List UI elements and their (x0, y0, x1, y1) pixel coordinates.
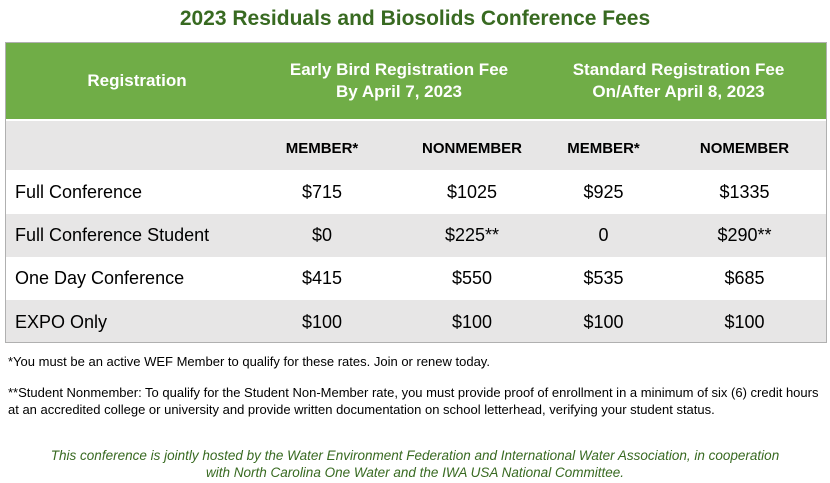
fees-table (5, 42, 827, 343)
fee-cell: $1335 (719, 181, 770, 202)
header-standard (536, 43, 821, 119)
fee-cell: $1025 (446, 181, 498, 202)
member-footnote: *You must be an active WEF Member to qualify for these rates. Join or renew today. (8, 354, 490, 369)
table-row (6, 300, 826, 343)
header-standard-title: Standard Registration Fee (572, 60, 785, 79)
table-row (6, 170, 826, 214)
row-label: Full Conference (15, 181, 143, 202)
subheader-standard-member: MEMBER* (567, 140, 640, 157)
header-early-bird (268, 43, 530, 119)
subheader-early-member: MEMBER* (285, 140, 359, 157)
table-row (6, 257, 826, 300)
fee-cell: $100 (451, 311, 493, 332)
fee-cell: $550 (451, 268, 493, 288)
fee-cell: $225** (444, 225, 500, 245)
header-early-bird-date: By April 7, 2023 (336, 82, 462, 101)
header-standard-date: On/After April 8, 2023 (592, 82, 765, 101)
student-footnote: **Student Nonmember: To qualify for the Student Non-Member rate, you must provide proof of enrollment in a minimum of six (6) credit hours at an accredited college or university and provide written documentation on school letterhead, verifying your student status. (8, 385, 819, 417)
fee-cell: $100 (301, 311, 343, 332)
fee-cell: 0 (598, 225, 609, 245)
page-title: 2023 Residuals and Biosolids Conference Fees (179, 7, 651, 30)
row-label: One Day Conference (15, 268, 185, 288)
subheader-row (6, 121, 826, 170)
header-early-bird-title: Early Bird Registration Fee (289, 60, 509, 79)
fee-cell: $100 (724, 311, 765, 332)
subheader-standard-nonmember: NOMEMBER (699, 140, 790, 157)
row-label: Full Conference Student (15, 225, 210, 245)
fee-cell: $925 (583, 181, 624, 202)
table-row (6, 214, 826, 257)
fee-cell: $0 (311, 225, 333, 245)
header-registration: Registration (87, 71, 187, 90)
fee-cell: $685 (724, 268, 765, 288)
fee-cell: $715 (301, 181, 343, 202)
subheader-early-nonmember: NONMEMBER (422, 140, 522, 157)
hosting-statement-line1: This conference is jointly hosted by the Water Environment Federation and International Water Association, in cooperation (50, 448, 780, 463)
table-header (6, 43, 826, 119)
fee-cell: $100 (583, 311, 624, 332)
hosting-statement-line2: with North Carolina One Water and the IWA USA National Committee. (206, 465, 624, 480)
fee-cell: $415 (301, 268, 343, 288)
fee-cell: $535 (583, 268, 624, 288)
fee-cell: $290** (717, 225, 772, 245)
row-label: EXPO Only (15, 311, 108, 332)
hosting-statement (0, 447, 830, 481)
